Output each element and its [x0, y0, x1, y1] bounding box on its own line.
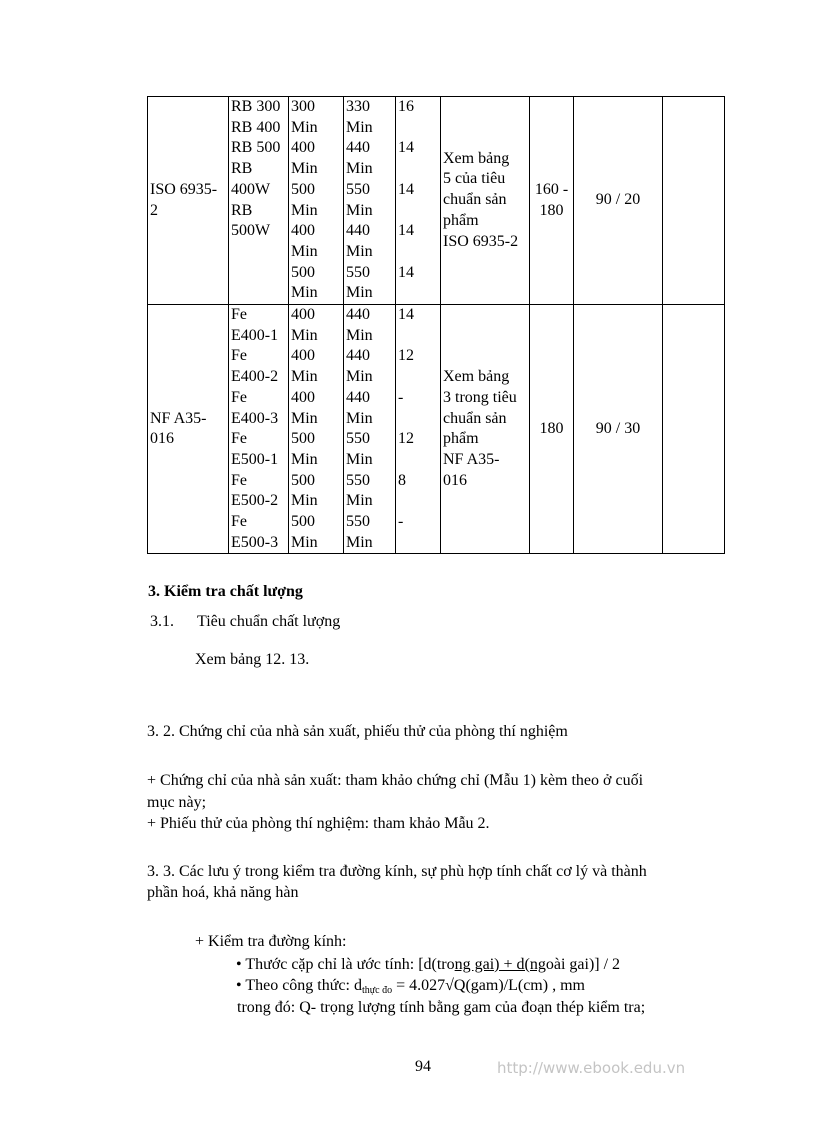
cell-line: E400-2: [231, 368, 279, 386]
cell-line: 180: [539, 201, 564, 219]
section-3-1-number: 3.1.: [150, 613, 174, 630]
cell-line: Min: [346, 326, 373, 344]
cell-line: Min: [291, 201, 318, 219]
cell-line: Fe: [231, 347, 247, 365]
cell-line: 16: [398, 98, 414, 115]
ratio-cell: [574, 305, 663, 554]
cell-line: Min: [291, 284, 318, 302]
cell-line: Min: [346, 492, 373, 510]
cell-line: 440: [346, 306, 370, 324]
cell-line: 500: [291, 180, 315, 198]
cell-line: 400W: [231, 180, 271, 198]
cell-line: Min: [346, 368, 373, 386]
cell-gap: [398, 326, 438, 347]
cell-line: E400-1: [231, 326, 279, 344]
cell-line: 550: [346, 471, 370, 489]
cell-line: 2: [150, 201, 158, 219]
table-group-row: [148, 305, 725, 554]
ratio-value: 90 / 20: [595, 191, 641, 209]
cell-line: Min: [346, 118, 373, 136]
cell-line: RB 300: [231, 98, 281, 115]
certificate-note-line2: mục này;: [147, 794, 207, 811]
cell-line: 440: [346, 388, 370, 406]
cell-line: 330: [346, 98, 370, 115]
caliper-bullet: [236, 956, 620, 974]
section-3-3-title-line1: 3. 3. Các lưu ý trong kiểm tra đường kính, sự phù hợp tính chất cơ lý và thành: [147, 863, 647, 880]
formula-where-line: trong đó: Q- trọng lượng tính bằng gam của đoạn thép kiểm tra;: [237, 999, 646, 1016]
reference-cell: [441, 97, 530, 305]
cell-line: Min: [291, 242, 318, 260]
cell-gap: [398, 118, 438, 139]
cell-line: 016: [443, 471, 467, 489]
cell-line: Fe: [231, 306, 247, 324]
cell-line: 500: [291, 430, 315, 448]
cell-gap: [398, 200, 438, 221]
cell-gap: [398, 533, 438, 554]
cell-line: 180: [539, 419, 564, 437]
cell-line: E500-1: [231, 450, 279, 468]
cell-line: RB: [231, 201, 253, 219]
cell-line: Min: [346, 450, 373, 468]
reference-cell: [441, 305, 530, 554]
cell-line: phẩm: [443, 430, 479, 448]
cell-line: 5 của tiêu: [443, 170, 506, 188]
cell-line: 400: [291, 222, 315, 240]
cell-line: 400: [291, 306, 315, 324]
cell-line: E500-3: [231, 533, 279, 551]
cell-line: Min: [346, 160, 373, 178]
cell-line: 550: [346, 263, 370, 281]
cell-line: 500W: [231, 222, 271, 240]
cell-line: 440: [346, 139, 370, 157]
cell-line: RB 400: [231, 118, 281, 136]
cell-line: 12: [398, 347, 414, 365]
section-3-heading: 3. Kiểm tra chất lượng: [148, 583, 303, 600]
cell-line: Fe: [231, 471, 247, 489]
cell-line: RB: [231, 160, 253, 178]
section-3-3-title-line2: phần hoá, khả năng hàn: [147, 884, 299, 901]
cell-line: 8: [398, 471, 406, 489]
table-group-row: [148, 97, 725, 305]
elongation-cell: [396, 305, 441, 554]
cell-line: Min: [291, 160, 318, 178]
grade-cell: [229, 97, 289, 305]
bend-angle-cell: [530, 97, 574, 305]
section-3-1-body: Xem bảng 12. 13.: [195, 651, 310, 668]
cell-gap: [398, 367, 438, 388]
page-number: 94: [415, 1058, 431, 1075]
cell-line: 550: [346, 180, 370, 198]
elongation-cell: [396, 97, 441, 305]
cell-line: RB 500: [231, 139, 281, 157]
cell-line: 300: [291, 98, 315, 115]
cell-gap: [398, 450, 438, 471]
lab-report-note: + Phiếu thử của phòng thí nghiệm: tham khảo Mẫu 2.: [147, 815, 490, 832]
cell-line: Min: [291, 409, 318, 427]
cell-line: 14: [398, 222, 414, 240]
cell-line: chuẩn sản: [443, 191, 507, 209]
cell-line: 500: [291, 263, 315, 281]
cell-line: Min: [346, 242, 373, 260]
cell-line: Xem bảng: [443, 368, 510, 386]
standard-cell: [148, 305, 229, 554]
cell-line: -: [398, 388, 404, 406]
cell-line: Min: [291, 450, 318, 468]
cell-line: 14: [398, 263, 414, 281]
cell-line: phẩm: [443, 211, 479, 229]
cell-line: 500: [291, 513, 315, 531]
yield-strength-cell: [289, 97, 344, 305]
cell-line: 400: [291, 347, 315, 365]
cell-gap: [398, 491, 438, 512]
cell-line: Min: [291, 492, 318, 510]
tensile-strength-cell: [344, 97, 396, 305]
certificate-note-line1: + Chứng chỉ của nhà sản xuất: tham khảo chứng chỉ (Mẫu 1) kèm theo ở cuối: [147, 772, 644, 789]
cell-line: 14: [398, 306, 414, 324]
cell-line: 550: [346, 513, 370, 531]
watermark-url: http://www.ebook.edu.vn: [497, 1059, 686, 1077]
cell-line: 160 -: [534, 180, 569, 198]
formula-subscript: thực đo: [361, 985, 393, 996]
cell-line: Min: [291, 118, 318, 136]
cell-line: 400: [291, 139, 315, 157]
cell-line: NF A35-: [150, 409, 207, 427]
cell-gap: [398, 159, 438, 180]
section-3-2-title: 3. 2. Chứng chỉ của nhà sản xuất, phiếu thử của phòng thí nghiệm: [147, 723, 568, 740]
yield-strength-cell: [289, 305, 344, 554]
cell-line: 3 trong tiêu: [443, 388, 517, 406]
cell-line: Min: [346, 201, 373, 219]
bend-angle-cell: [530, 305, 574, 554]
diameter-check-heading: + Kiểm tra đường kính:: [195, 933, 347, 950]
cell-line: Fe: [231, 513, 247, 531]
cell-line: 440: [346, 222, 370, 240]
cell-line: Min: [346, 533, 373, 551]
cell-line: 12: [398, 430, 414, 448]
caliper-bullet-prefix: • Thước cặp chỉ là ước tính: [d(tro: [236, 956, 455, 973]
cell-line: 440: [346, 347, 370, 365]
cell-line: E500-2: [231, 492, 279, 510]
cell-line: chuẩn sản: [443, 409, 507, 427]
ratio-cell: [574, 97, 663, 305]
cell-line: Fe: [231, 388, 247, 406]
tensile-strength-cell: [344, 305, 396, 554]
cell-gap: [398, 283, 438, 304]
empty-cell: [663, 305, 725, 554]
cell-line: 550: [346, 430, 370, 448]
cell-line: 400: [291, 388, 315, 406]
cell-line: 14: [398, 139, 414, 157]
cell-line: Min: [291, 326, 318, 344]
grade-cell: [229, 305, 289, 554]
cell-line: Min: [291, 533, 318, 551]
empty-cell: [663, 97, 725, 305]
cell-line: Min: [346, 284, 373, 302]
cell-line: -: [398, 512, 404, 530]
formula-bullet: [236, 977, 585, 996]
section-3-1-title: Tiêu chuẩn chất lượng: [197, 613, 341, 630]
cell-line: NF A35-: [443, 450, 500, 468]
formula-bullet-suffix: = 4.027√Q(gam)/L(cm) , mm: [392, 977, 585, 994]
formula-bullet-prefix: • Theo công thức: d: [236, 977, 362, 994]
cell-line: ISO 6935-2: [443, 232, 519, 250]
cell-line: Fe: [231, 430, 247, 448]
caliper-bullet-underlined: ng gai) + d(ng: [454, 956, 546, 973]
steel-spec-table: [147, 96, 725, 554]
cell-line: 14: [398, 180, 414, 198]
caliper-bullet-suffix: oài gai)] / 2: [545, 956, 621, 973]
ratio-value: 90 / 30: [595, 419, 641, 437]
standard-cell: [148, 97, 229, 305]
cell-line: Xem bảng: [443, 149, 510, 167]
cell-line: ISO 6935-: [150, 180, 218, 198]
cell-gap: [398, 242, 438, 263]
cell-line: E400-3: [231, 409, 279, 427]
cell-line: Min: [346, 409, 373, 427]
cell-line: Min: [291, 368, 318, 386]
cell-line: 500: [291, 471, 315, 489]
cell-gap: [398, 409, 438, 430]
cell-line: 016: [150, 430, 174, 448]
